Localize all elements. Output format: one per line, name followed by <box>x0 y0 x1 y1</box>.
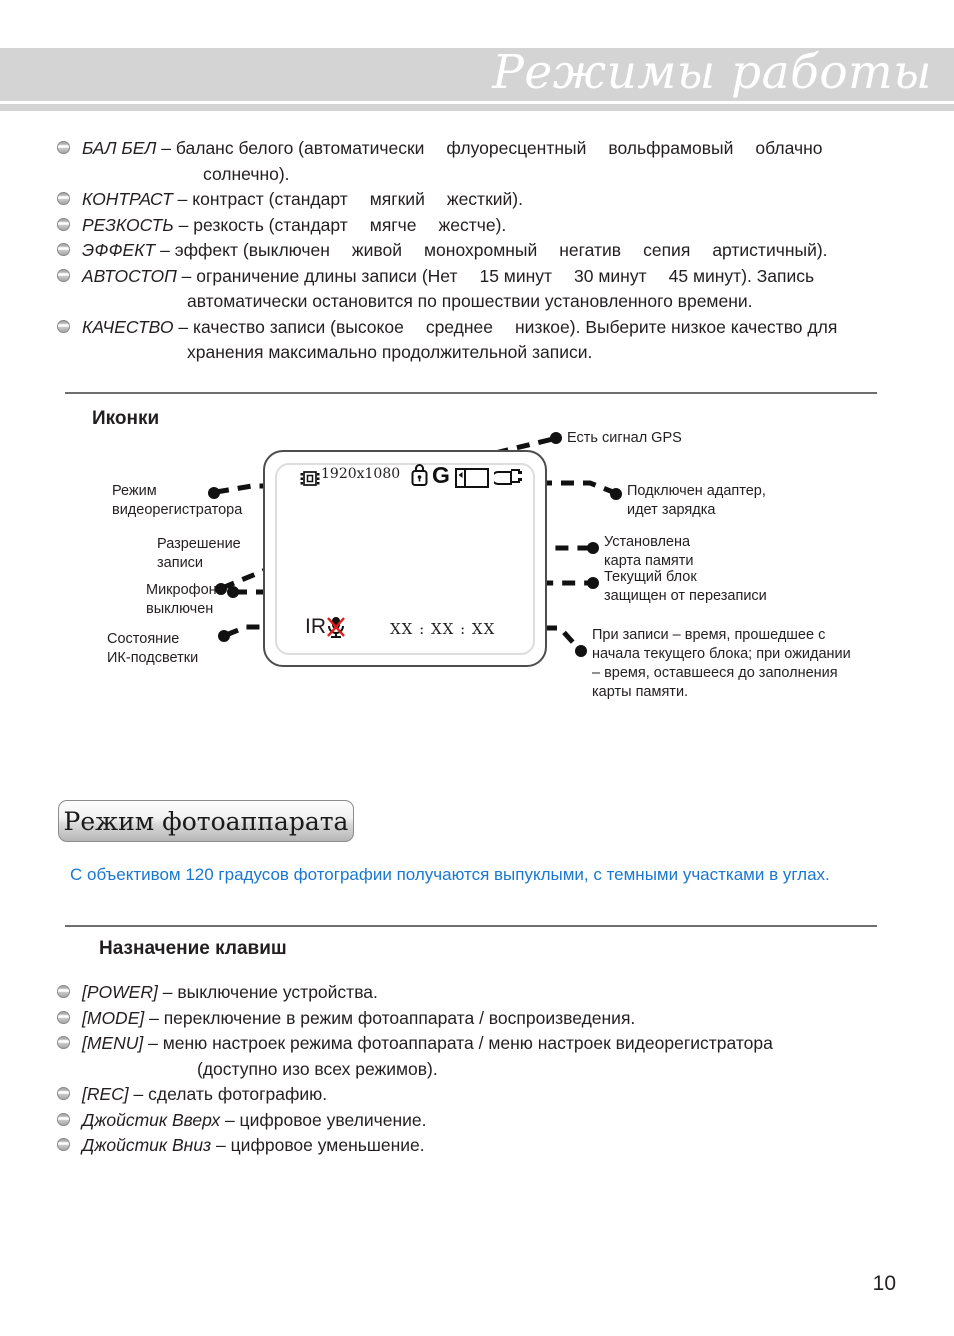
key-dash: – <box>144 1007 164 1028</box>
diagram-label-lock: Текущий блок защищен от перезаписи <box>604 569 767 604</box>
setting-dash: – <box>173 214 194 235</box>
diagram-label-mic-off: Микрофон выключен <box>146 582 217 617</box>
setting-option: облачно <box>755 138 823 158</box>
diagram-label-resolution: Разрешение записи <box>157 536 241 571</box>
key-dash: – <box>143 1033 163 1053</box>
photo-mode-note: С объективом 120 градусов фотографии получаются выпуклыми, с темными участками в углах. <box>70 865 830 884</box>
setting-option: мягкий <box>369 189 425 209</box>
key-desc: выключение устройства. <box>177 982 378 1002</box>
list-item <box>57 315 937 341</box>
setting-text: баланс белого (автоматически <box>175 138 425 158</box>
setting-dash: – <box>176 265 197 286</box>
key-dash: – <box>157 982 178 1002</box>
diagram-label-ir-state: Состояние ИК-подсветки <box>107 631 199 666</box>
setting-dash: – <box>172 189 193 209</box>
bullet-icon <box>57 1113 70 1126</box>
diagram-label-adapter: Подключен адаптер, идет зарядка <box>627 483 766 518</box>
setting-option: негатив <box>559 240 622 260</box>
microphone-off-icon <box>325 616 347 640</box>
section-heading-icons: Иконки <box>92 408 160 429</box>
bullet-icon <box>57 1087 70 1100</box>
setting-key: ЭФФЕКТ <box>82 240 156 260</box>
setting-key: АВТОСТОП <box>82 265 177 286</box>
bullet-icon <box>57 192 70 205</box>
list-item <box>57 1108 937 1134</box>
setting-option: 30 минут <box>574 265 647 286</box>
setting-dash: – <box>156 138 176 158</box>
list-item-continuation: хранения максимально продолжительной записи. <box>187 342 593 362</box>
header-rule <box>0 104 954 111</box>
list-item-continuation: автоматически остановится по прошествии установленного времени. <box>187 291 753 311</box>
bullet-icon <box>57 141 70 154</box>
key-desc: сделать фотографию. <box>148 1084 328 1104</box>
timecode-label: XX : XX : XX <box>390 620 496 638</box>
setting-option: сепия <box>643 240 691 260</box>
list-item <box>57 980 937 1006</box>
gps-indicator: G <box>432 462 450 488</box>
setting-option: мягче <box>369 214 417 235</box>
bullet-icon <box>57 1011 70 1024</box>
resolution-label: 1920x1080 <box>321 466 401 482</box>
lock-icon <box>411 464 428 486</box>
bullet-icon <box>57 218 70 231</box>
bullet-icon <box>57 985 70 998</box>
setting-text: резкость (стандарт <box>193 214 348 235</box>
bullet-icon <box>57 1138 70 1151</box>
setting-text: контраст (стандарт <box>192 189 348 209</box>
setting-text: качество записи (высокое <box>193 316 404 337</box>
list-item <box>57 238 937 264</box>
setting-option: флуоресцентный <box>446 138 587 158</box>
key-name: Джойстик Вверх <box>82 1109 221 1130</box>
setting-option: среднее <box>425 316 493 337</box>
keys-list <box>57 980 937 1159</box>
power-adapter-icon <box>494 466 528 490</box>
bullet-icon <box>57 320 70 333</box>
key-dash: – <box>220 1109 240 1130</box>
video-mode-icon <box>300 470 320 488</box>
setting-key: КОНТРАСТ <box>82 189 173 209</box>
key-desc: меню настроек режима фотоаппарата / меню настроек видеорегистратора <box>162 1033 773 1053</box>
key-desc: переключение в режим фотоаппарата / воспроизведения. <box>163 1007 636 1028</box>
section-divider-icons <box>65 392 877 394</box>
key-desc: цифровое увеличение. <box>239 1109 427 1130</box>
setting-option: артистичный). <box>712 240 828 260</box>
setting-option: жестче). <box>438 214 507 235</box>
page-number: 10 <box>872 1272 896 1295</box>
key-dash: – <box>211 1135 231 1155</box>
setting-dash: – <box>173 316 194 337</box>
key-dash: – <box>128 1084 149 1104</box>
diagram-label-sd-card: Установлена карта памяти <box>604 534 694 569</box>
setting-text: эффект (выключен <box>174 240 330 260</box>
list-item <box>57 1031 937 1057</box>
ir-label: IR <box>305 615 326 638</box>
list-item <box>57 187 937 213</box>
icon-diagram <box>0 420 954 720</box>
section-heading-keys: Назначение клавиш <box>99 938 287 959</box>
diagram-label-gps: Есть сигнал GPS <box>567 430 682 446</box>
key-name: [MODE] <box>82 1007 145 1028</box>
setting-key: КАЧЕСТВО <box>82 316 174 337</box>
diagram-label-time: При записи – время, прошедшее с начала текущего блока; при ожидании – время, оставшееся до заполнения карты памяти. <box>592 627 851 700</box>
setting-dash: – <box>155 240 175 260</box>
setting-option: вольфрамовый <box>608 138 734 158</box>
key-desc: цифровое уменьшение. <box>230 1135 425 1155</box>
diagram-label-mode: Режим видеорегистратора <box>112 483 243 518</box>
setting-option: 45 минут). Запись <box>668 265 815 286</box>
settings-list <box>57 136 937 366</box>
list-item <box>57 1082 937 1108</box>
setting-key: РЕЗКОСТЬ <box>82 214 174 235</box>
setting-option: монохромный <box>424 240 538 260</box>
setting-key: БАЛ БЕЛ <box>82 138 157 158</box>
section-divider-keys <box>65 925 877 927</box>
key-name: [REC] <box>82 1084 129 1104</box>
key-name: [MENU] <box>82 1033 144 1053</box>
key-name: [POWER] <box>82 982 158 1002</box>
list-item-continuation: солнечно). <box>203 163 290 184</box>
photo-mode-title-box <box>58 800 354 842</box>
list-item <box>57 264 937 290</box>
setting-option: 15 минут <box>479 265 553 286</box>
setting-text: ограничение длины записи (Нет <box>196 265 458 286</box>
setting-option: живой <box>351 240 403 260</box>
setting-option: жесткий). <box>446 189 523 209</box>
photo-mode-title: Режим фотоаппарата <box>63 806 349 836</box>
sd-card-icon <box>454 467 490 489</box>
bullet-icon <box>57 269 70 282</box>
key-name: Джойстик Вниз <box>82 1135 212 1155</box>
list-item-continuation: (доступно изо всех режимов). <box>197 1058 438 1079</box>
bullet-icon <box>57 243 70 256</box>
list-item <box>57 1006 937 1032</box>
page-title: Режимы работы <box>492 45 932 100</box>
setting-option: низкое). Выберите низкое качество для <box>514 316 838 337</box>
list-item <box>57 213 937 239</box>
bullet-icon <box>57 1036 70 1049</box>
list-item <box>57 1133 937 1159</box>
list-item <box>57 136 937 162</box>
